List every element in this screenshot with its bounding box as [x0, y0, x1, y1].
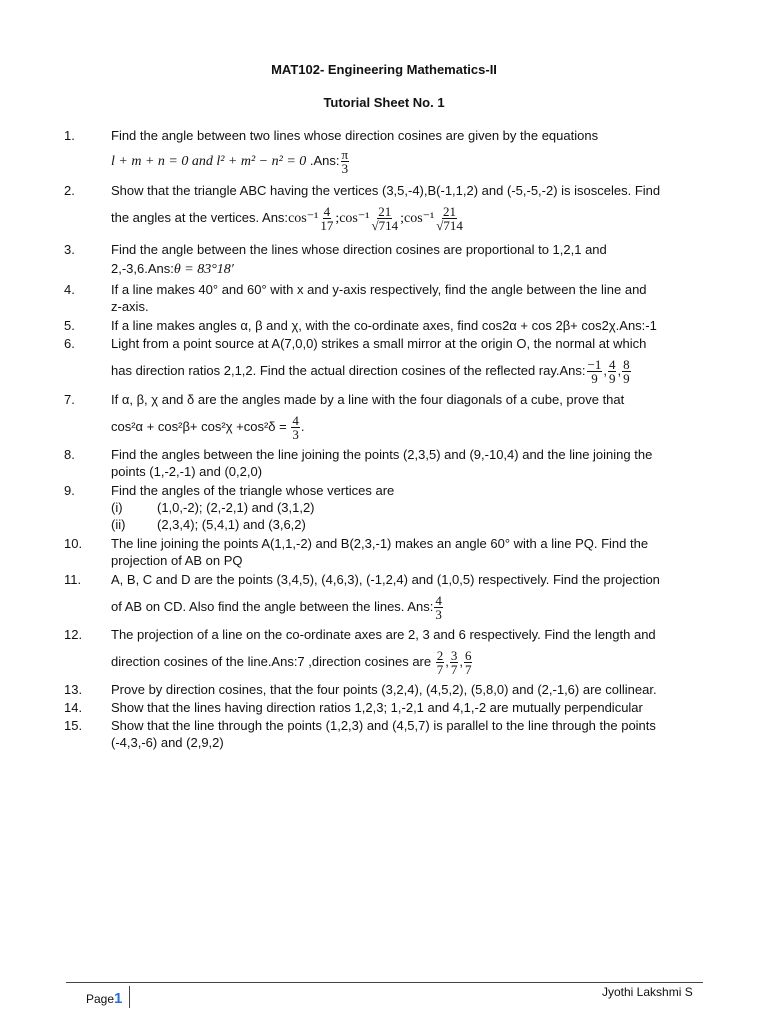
sub-question: (ii) (2,3,4); (5,4,1) and (3,6,2): [111, 517, 306, 532]
question-number: 3.: [64, 242, 75, 257]
question-number: 15.: [64, 718, 83, 733]
question-number: 5.: [64, 318, 75, 333]
answer-label: the angles at the vertices. Ans:: [111, 209, 289, 225]
question-number: 14.: [64, 700, 83, 715]
question-text: If a line makes 40° and 60° with x and y-axis respectively, find the angle between the line and: [111, 282, 647, 297]
equation: l + m + n = 0 and l² + m² − n² = 0: [111, 153, 307, 169]
question-text: Show that the lines having direction ratios 1,2,3; 1,-2,1 and 4,1,-2 are mutually perpendicular: [111, 700, 643, 715]
question-text: (-4,3,-6) and (2,9,2): [111, 735, 224, 750]
footer-separator: [129, 986, 130, 1008]
answer-fraction: $\frac{4}{3}$: [435, 593, 442, 622]
answer-value: θ = 83°18′: [173, 262, 234, 277]
answer-fraction: $\frac{4}{3}$: [292, 413, 299, 442]
question-number: 13.: [64, 682, 83, 697]
answer-fraction: $\frac{6}{7}$: [464, 648, 472, 677]
question-text: The line joining the points A(1,1,-2) and B(2,3,-1) makes an angle 60° with a line PQ. Find the: [111, 536, 649, 551]
answer-label: has direction ratios 2,1,2. Find the actual direction cosines of the reflected ray.Ans:: [111, 362, 586, 378]
page-number: 1: [114, 990, 123, 1007]
answer-fraction: $\frac{2}{7}$: [436, 648, 444, 677]
question-number: 4.: [64, 282, 75, 297]
question-number: 1.: [64, 128, 75, 143]
question-text: If α, β, χ and δ are the angles made by a line with the four diagonals of a cube, prove that: [111, 392, 625, 407]
question-text: A, B, C and D are the points (3,4,5), (4,6,3), (-1,2,4) and (1,0,5) respectively. Find the projection: [111, 572, 660, 587]
document-page: MAT102- Engineering Mathematics-II Tutorial Sheet No. 1 1. Find the angle between two lines whose direction cosines are given by the equations l + m + n = 0 and l² + m² − n² = 0 .Ans: $\frac{\pi}{3}$ 2. Show that the triangle ABC having the vertices (3,5,-4),B(-1,1,2) and (-5,-5,-2) is isosceles. Find the angles at the vertices. Ans:cos⁻¹ $\frac{4}{17}$ ;cos⁻¹ 21 √ 714 ;cos⁻¹ 21 √ 714 3. Find the angle between the lines whose direction cosines are proportional to 1,2,1 and 2,-3,6.Ans:θ = 83°18′ 4. If a line makes 40° and 60° with x and y-axis respectively, find the angle between the line and z-axis. 5. If a line makes angles α, β and χ, with the co-ordinate axes, find cos2α + cos 2β+ cos2χ.Ans:-1 6. Light from a point source at A(7,0,0) strikes a small mirror at the origin O, the normal at which has direction ratios 2,1,2. Find the actual direction cosines of the reflected ray.Ans: $\frac{-1}{9}$ , $\frac{4}{9}$ , $\frac{8}{9}$ 7. If α, β, χ and δ are the angles made by a line with the four diagonals of a cube, prove that cos²α + cos²β+ cos²χ +cos²δ = $\frac{4}{3}$ . 8. Find the angles between the line joining the points (2,3,5) and (9,-10,4) and the line joining the points (1,-2,-1) and (0,2,0) 9. Find the angles of the triangle whose vertices are (i) (1,0,-2); (2,-2,1) and (3,1,2) (ii) (2,3,4); (5,4,1) and (3,6,2) 10. The line joining the points A(1,1,-2) and B(2,3,-1) makes an angle 60° with a line PQ. Find the projection of AB on PQ 11. A, B, C and D are the points (3,4,5), (4,6,3), (-1,2,4) and (1,0,5) respectively. Find the projection of AB on CD. Also find the angle between the lines. Ans: $\frac{4}{3}$ 12. The projection of a line on the co-ordinate axes are 2, 3 and 6 respectively. Find the length and direction cosines of the line.Ans:7 ,direction cosines are $\frac{2}{7}$ , $\frac{3}{7}$ , $\frac{6}{7}$ 13. Prove by direction cosines, that the four points (3,2,4), (4,5,2), (5,8,0) and (2,-1,6) are collinear. 14. Show that the lines having direction ratios 1,2,3; 1,-2,1 and 4,1,-2 are mutually perpendicular 15. Show that the line through the points (1,2,3) and (4,5,7) is parallel to the line through the points (-4,3,-6) and (2,9,2) Page1 Jyothi Lakshmi S: [0, 0, 768, 1024]
answer-label: of AB on CD. Also find the angle between the lines. Ans:: [111, 598, 434, 614]
question-text: The projection of a line on the co-ordinate axes are 2, 3 and 6 respectively. Find the length and: [111, 627, 656, 642]
question-text: points (1,-2,-1) and (0,2,0): [111, 464, 263, 479]
question-text: Find the angle between two lines whose direction cosines are given by the equations: [111, 128, 599, 143]
answer-fraction: $\frac{8}{9}$: [623, 357, 630, 386]
answer-label: .Ans:: [306, 152, 340, 168]
question-number: 10.: [64, 536, 83, 551]
question-text: Find the angles between the line joining the points (2,3,5) and (9,-10,4) and the line joining the: [111, 447, 653, 462]
question-text: Show that the line through the points (1,2,3) and (4,5,7) is parallel to the line through the points: [111, 718, 656, 733]
question-number: 2.: [64, 183, 75, 198]
answer-fraction: $\frac{-1}{9}$: [587, 357, 602, 386]
question-number: 7.: [64, 392, 75, 407]
answer-label: 2,-3,6.Ans:: [111, 261, 174, 276]
sub-question: (i) (1,0,-2); (2,-2,1) and (3,1,2): [111, 500, 315, 515]
footer-divider: [66, 982, 703, 983]
question-text: Prove by direction cosines, that the four points (3,2,4), (4,5,2), (5,8,0) and (2,-1,6) are collinear.: [111, 682, 657, 697]
question-text: If a line makes angles α, β and χ, with the co-ordinate axes, find cos2α + cos 2β+ cos2χ.Ans:-1: [111, 318, 657, 333]
course-title: MAT102- Engineering Mathematics-II: [271, 62, 497, 77]
answer-fraction: $\frac{4}{9}$: [608, 357, 616, 386]
page-indicator: [86, 990, 122, 1007]
answer-fraction: 21 √ 714: [435, 205, 464, 232]
question-number: 9.: [64, 483, 75, 498]
answer-fraction: $\frac{\pi}{3}$: [341, 147, 349, 176]
question-text: Find the angle between the lines whose direction cosines are proportional to 1,2,1 and: [111, 242, 607, 257]
question-number: 6.: [64, 336, 75, 351]
question-text: Show that the triangle ABC having the vertices (3,5,-4),B(-1,1,2) and (-5,-5,-2) is isosceles. Find: [111, 183, 661, 198]
question-text: z-axis.: [111, 299, 149, 314]
sheet-title: Tutorial Sheet No. 1: [323, 95, 445, 110]
question-number: 8.: [64, 447, 75, 462]
question-text: projection of AB on PQ: [111, 553, 243, 568]
answer-fraction: $\frac{4}{17}$: [320, 204, 334, 233]
question-text: Light from a point source at A(7,0,0) strikes a small mirror at the origin O, the normal at which: [111, 336, 647, 351]
question-text: Find the angles of the triangle whose vertices are: [111, 483, 395, 498]
question-number: 12.: [64, 627, 83, 642]
answer-fraction: $\frac{3}{7}$: [450, 648, 458, 677]
equation: cos²α + cos²β+ cos²χ +cos²δ =: [111, 418, 291, 434]
page-label: Page: [86, 992, 115, 1006]
question-number: 11.: [64, 572, 82, 587]
answer-fraction: 21 √ 714: [370, 205, 399, 232]
author-name: Jyothi Lakshmi S: [602, 985, 693, 999]
answer-label: direction cosines of the line.Ans:7 ,direction cosines are: [111, 653, 435, 669]
